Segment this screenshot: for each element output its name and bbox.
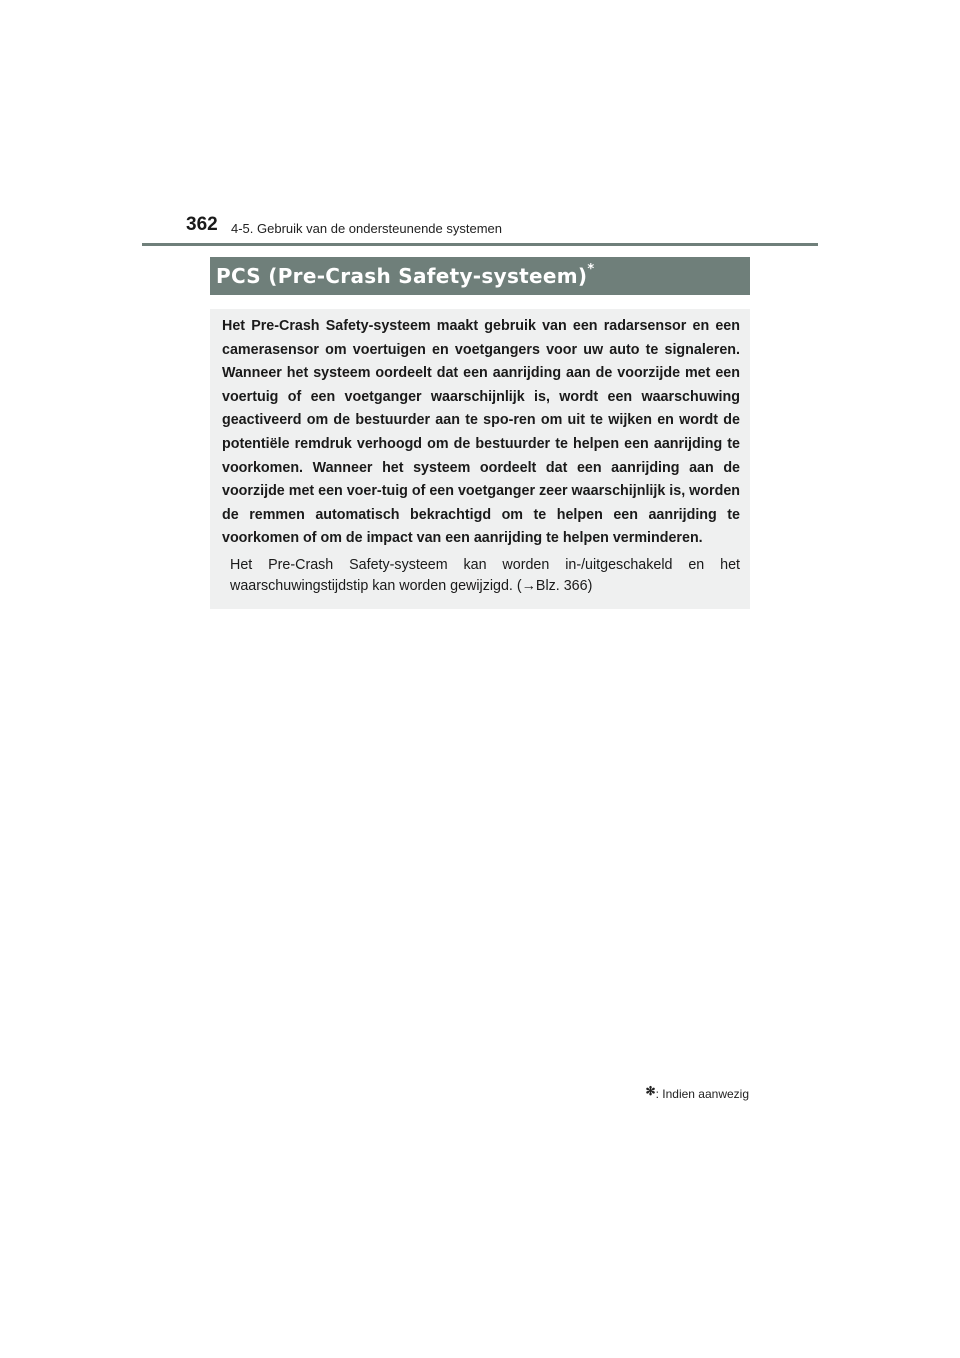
title-asterisk: * xyxy=(587,262,595,277)
intro-note: Het Pre-Crash Safety-systeem kan worden in-/uitgeschakeld en het waarschuwingstijdstip kan worden gewijzigd. (→Blz. 366) xyxy=(230,556,740,595)
intro-box xyxy=(210,309,750,609)
asterisk-icon: ✻ xyxy=(645,1084,656,1098)
page-number: 362 xyxy=(186,214,218,235)
section-title-text: PCS (Pre-Crash Safety-systeem) xyxy=(216,264,588,288)
footnote-text: : Indien aanwezig xyxy=(655,1087,749,1101)
section-header xyxy=(210,257,750,295)
footnote xyxy=(645,1084,749,1101)
section-title xyxy=(216,264,594,288)
chapter-title: 4-5. Gebruik van de ondersteunende systemen xyxy=(231,221,503,236)
header-divider xyxy=(142,243,818,246)
intro-paragraph: Het Pre-Crash Safety-systeem maakt gebruik van een radarsensor en een camerasensor om voertuigen en voetgangers voor uw auto te signaleren. Wanneer het systeem oordeelt dat een aanrijding aan de voorzijde met een voertuig of een voetganger waarschijnlijk is, wordt een waarschuwing geactiveerd om de bestuurder aan te spo-ren om uit te wijken en wordt de potentiële remdruk verhoogd om de bestuurder te helpen een aanrijding te voorkomen. Wanneer het systeem oordeelt dat een aanrijding aan de voorzijde met een voer-tuig of een voetganger zeer waarschijnlijk is, worden de remmen automatisch bekrachtigd om te helpen een aanrijding te voorkomen of om de impact van een aanrijding te helpen verminderen. xyxy=(222,318,741,547)
